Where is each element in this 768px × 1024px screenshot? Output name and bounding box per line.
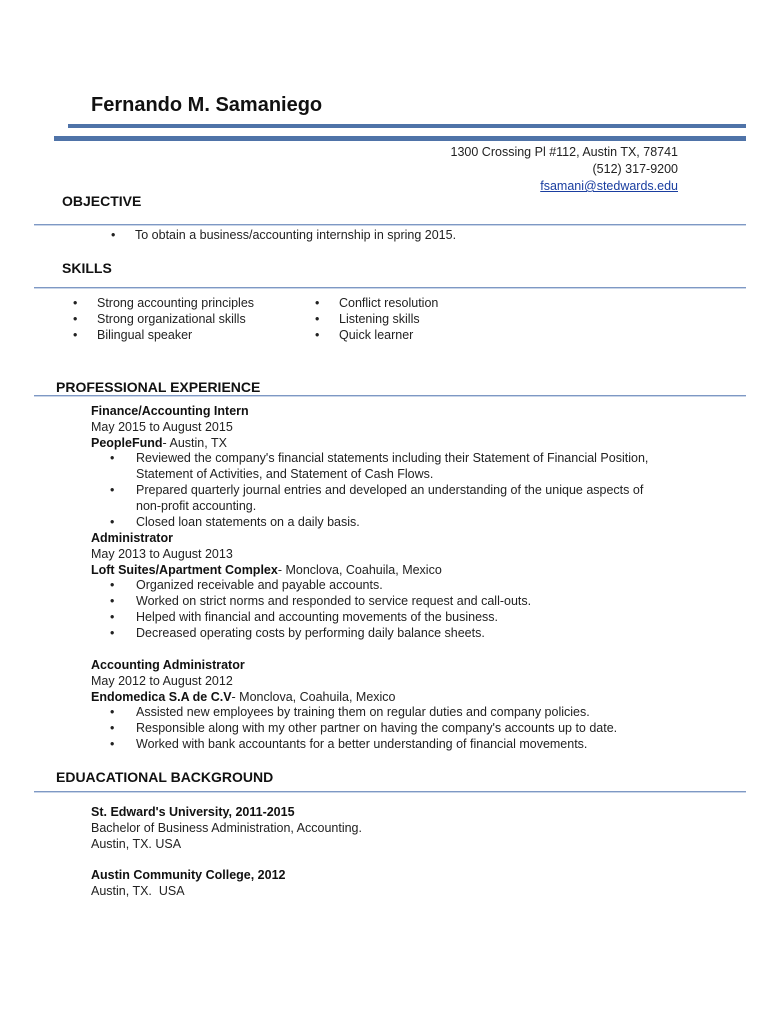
skills-heading: SKILLS [62,260,112,276]
job-company-line [91,436,671,452]
list-item: • Bilingual speaker [73,328,193,342]
job-company-line [91,563,691,579]
list-item: • Worked with bank accountants for a better understanding of financial movements. [110,736,588,751]
list-item: • Responsible along with my other partner on having the company's accounts up to date. [110,721,618,736]
school-location: Austin, TX. USA [91,837,182,851]
education-entry-1 [91,804,591,852]
job-location: - Austin, TX [162,435,227,450]
list-item: • Organized receivable and payable accounts. [110,578,383,593]
job-company: Loft Suites/Apartment Complex [91,562,278,577]
job-dates: May 2015 to August 2015 [91,419,233,434]
list-item: • Prepared quarterly journal entries and developed an understanding of the unique aspects of non-profit accounting. [110,482,644,513]
job-bullets [110,705,711,752]
job-company: Endomedica S.A de C.V [91,689,232,704]
school-degree: Bachelor of Business Administration, Accounting. [91,821,362,835]
list-item: • Conflict resolution [315,296,439,310]
job-title: Accounting Administrator [91,658,245,672]
skills-divider [34,287,746,288]
list-item: • To obtain a business/accounting internship in spring 2015. [111,228,457,242]
skills-list-left [73,295,303,343]
job-entry-3 [91,658,711,753]
list-item: • Closed loan statements on a daily basis. [110,514,360,529]
list-item: • Decreased operating costs by performing daily balance sheets. [110,625,485,640]
job-entry-2 [91,531,691,642]
objective-list [111,227,711,243]
job-location: - Monclova, Coahuila, Mexico [231,689,396,704]
job-company: PeopleFund [91,435,163,450]
education-heading: EDUACATIONAL BACKGROUND [56,769,274,785]
job-dates: May 2012 to August 2012 [91,673,233,688]
experience-divider [34,395,746,396]
experience-heading: PROFESSIONAL EXPERIENCE [56,379,261,395]
school-location: Austin, TX. USA [91,884,185,898]
header-accent-bar-top [68,124,746,128]
list-item: • Strong organizational skills [73,312,246,326]
job-entry-1 [91,404,671,530]
list-item: • Quick learner [315,328,414,342]
skills-list-right [315,295,545,343]
list-item: • Worked on strict norms and responded to service request and call-outs. [110,594,532,609]
header-accent-bar-bottom [54,136,746,141]
list-item: • Assisted new employees by training them on regular duties and company policies. [110,705,590,720]
objective-heading: OBJECTIVE [62,193,142,209]
job-bullets [110,578,691,641]
school-name: St. Edward's University, 2011-2015 [91,805,295,819]
education-entry-2 [91,867,591,899]
job-dates: May 2013 to August 2013 [91,546,233,561]
contact-phone: (512) 317-9200 [592,162,678,176]
list-item: • Helped with financial and accounting movements of the business. [110,609,499,624]
contact-address: 1300 Crossing Pl #112, Austin TX, 78741 [450,145,678,159]
contact-email-link[interactable]: fsamani@stedwards.edu [540,179,678,193]
job-title: Finance/Accounting Intern [91,404,249,418]
list-item: • Strong accounting principles [73,296,255,310]
list-item: • Listening skills [315,312,420,326]
job-company-line [91,690,711,706]
job-bullets [110,451,671,530]
contact-block [451,144,678,195]
job-location: - Monclova, Coahuila, Mexico [277,562,442,577]
objective-divider [34,224,746,225]
job-title: Administrator [91,531,173,545]
education-divider [34,791,746,792]
resume-name: Fernando M. Samaniego [91,94,323,116]
school-name: Austin Community College, 2012 [91,868,286,882]
list-item: • Reviewed the company's financial statements including their Statement of Financial Position, Statement of Activities, and Statement of Cash Flows. [110,451,649,482]
